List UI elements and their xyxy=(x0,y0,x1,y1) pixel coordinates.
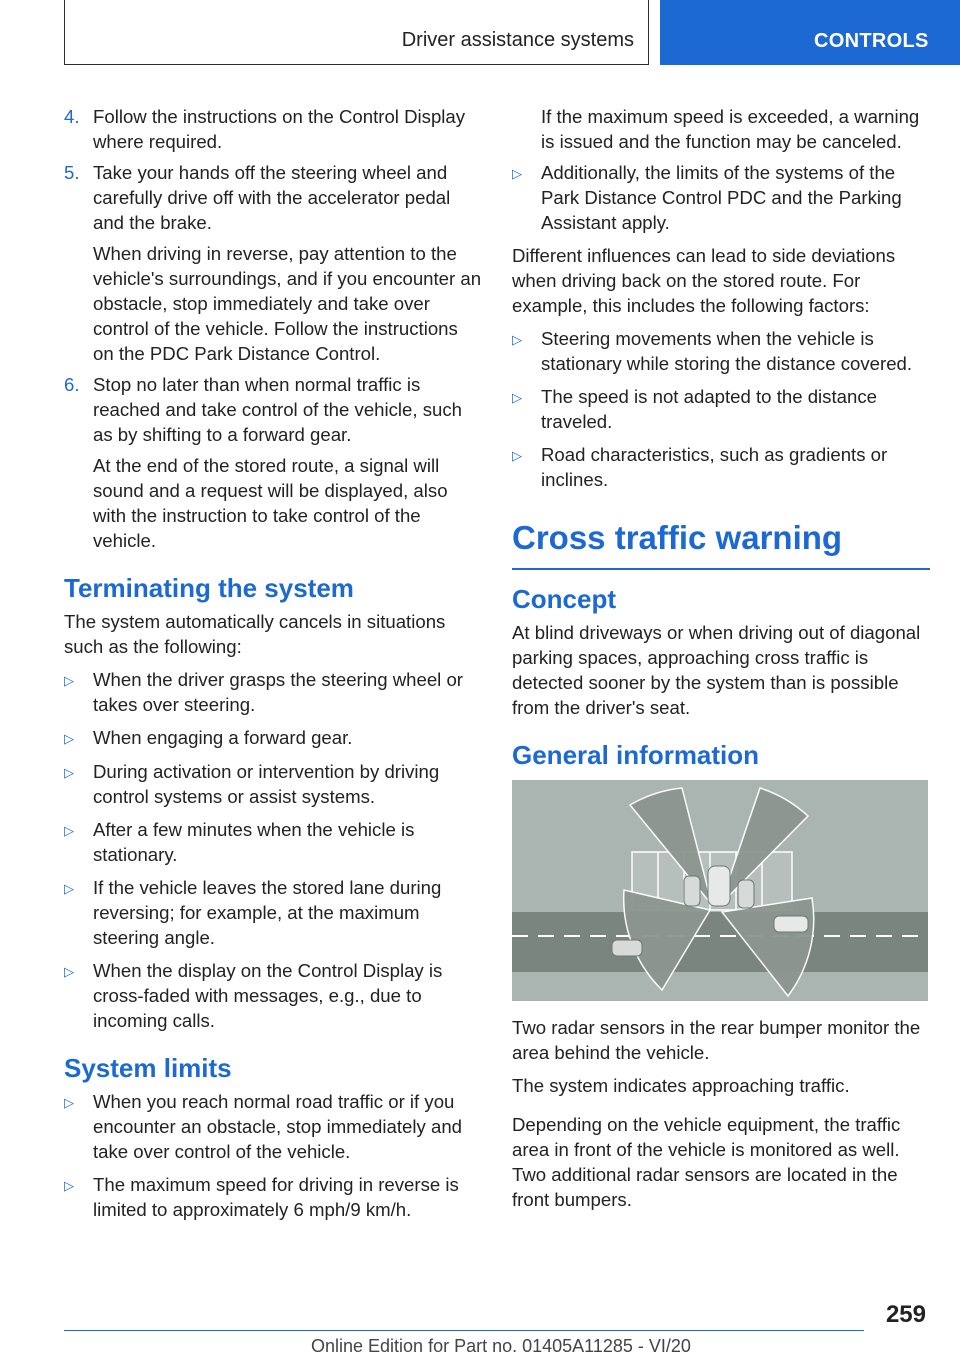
step-number: 6. xyxy=(64,374,80,395)
list-item-text: When you reach normal road traffic or if you encounter an obstacle, stop immediately and take over control of the vehicle. xyxy=(93,1091,462,1162)
header-chapter-label: CONTROLS xyxy=(814,30,929,52)
step-5-note: When driving in reverse, pay attention to the vehicle's surroundings, and if you encounter an obstacle, stop immediately and take over control of the vehicle. Follow the instructions on the PDC Park Distance Control. xyxy=(93,243,482,364)
list-item xyxy=(64,725,482,751)
bullet-marker-icon: ▷ xyxy=(64,823,74,838)
bullet-marker-icon: ▷ xyxy=(512,390,522,405)
left-column xyxy=(64,104,482,1230)
bullet-marker-icon: ▷ xyxy=(64,731,74,746)
road xyxy=(512,912,928,972)
footer-edition: Online Edition for Part no. 01405A11285 - VI/20 xyxy=(311,1336,691,1356)
general-text-2: The system indicates approaching traffic. xyxy=(512,1075,850,1096)
right-column xyxy=(512,104,930,1220)
list-item xyxy=(512,160,930,235)
header-chapter-tab[interactable] xyxy=(660,0,960,65)
footer-rule xyxy=(64,1330,864,1331)
list-item-text: Additionally, the limits of the systems of the Park Distance Control PDC and the Parking Assistant apply. xyxy=(541,162,902,233)
bullet-marker-icon: ▷ xyxy=(64,881,74,896)
bullet-marker-icon: ▷ xyxy=(512,166,522,181)
step-4 xyxy=(64,104,482,154)
step-number: 5. xyxy=(64,162,80,183)
list-item-text: After a few minutes when the vehicle is stationary. xyxy=(93,819,415,865)
list-item-text: During activation or intervention by driving control systems or assist systems. xyxy=(93,761,440,807)
heading-terminating: Terminating the system xyxy=(64,573,354,603)
step-6 xyxy=(64,372,482,447)
limits-continued: If the maximum speed is exceeded, a warning is issued and the function may be canceled. xyxy=(541,106,920,152)
approaching-car-right xyxy=(774,916,808,932)
parked-car xyxy=(738,880,754,908)
list-item xyxy=(64,1172,482,1222)
bullet-marker-icon: ▷ xyxy=(64,673,74,688)
general-text-3: Depending on the vehicle equipment, the traffic area in front of the vehicle is monitored as well. Two additional radar sensors are located in the front bumpers. xyxy=(512,1114,901,1210)
terminating-intro: The system automatically cancels in situations such as the following: xyxy=(64,611,446,657)
heading-general-information: General information xyxy=(512,740,760,770)
step-6-note: At the end of the stored route, a signal will sound and a request will be displayed, also with the instruction to take control of the vehicle. xyxy=(93,455,448,551)
heading-rule xyxy=(512,568,930,570)
bullet-marker-icon: ▷ xyxy=(512,448,522,463)
list-item xyxy=(512,326,930,376)
list-item xyxy=(64,958,482,1033)
bullet-marker-icon: ▷ xyxy=(64,1095,74,1110)
list-item-text: The maximum speed for driving in reverse is limited to approximately 6 mph/9 km/h. xyxy=(93,1174,459,1220)
header-section-box xyxy=(64,0,649,65)
step-text: Follow the instructions on the Control Display where required. xyxy=(93,106,466,152)
list-item-text: If the vehicle leaves the stored lane during reversing; for example, at the maximum steering angle. xyxy=(93,877,442,948)
step-text: Stop no later than when normal traffic is reached and take control of the vehicle, such as by shifting to a forward gear. xyxy=(93,374,463,445)
list-item xyxy=(512,384,930,434)
bullet-marker-icon: ▷ xyxy=(64,1178,74,1193)
step-text: Take your hands off the steering wheel and carefully drive off with the accelerator pedal and the brake. xyxy=(93,162,451,233)
approaching-car-left xyxy=(612,940,642,956)
list-item-text: The speed is not adapted to the distance traveled. xyxy=(541,386,877,432)
ego-vehicle xyxy=(708,866,730,906)
general-text-1: Two radar sensors in the rear bumper monitor the area behind the vehicle. xyxy=(512,1017,921,1063)
bullet-marker-icon: ▷ xyxy=(512,332,522,347)
list-item-text: When the driver grasps the steering wheel or takes over steering. xyxy=(93,669,463,715)
parked-car xyxy=(684,876,700,906)
heading-cross-traffic-warning: Cross traffic warning xyxy=(512,519,843,556)
list-item xyxy=(64,1089,482,1164)
list-item xyxy=(64,667,482,717)
list-item-text: When the display on the Control Display is cross-faded with messages, e.g., due to incoming calls. xyxy=(93,960,443,1031)
list-item-text: Road characteristics, such as gradients or inclines. xyxy=(541,444,888,490)
list-item-text: Steering movements when the vehicle is stationary while storing the distance covered. xyxy=(541,328,913,374)
list-item xyxy=(64,875,482,950)
step-5 xyxy=(64,160,482,235)
heading-concept: Concept xyxy=(512,584,616,614)
deviations-intro: Different influences can lead to side deviations when driving back on the stored route. For example, this includes the following factors: xyxy=(512,245,896,316)
list-item xyxy=(64,759,482,809)
bullet-marker-icon: ▷ xyxy=(64,765,74,780)
heading-system-limits: System limits xyxy=(64,1053,232,1083)
page-number: 259 xyxy=(885,1301,926,1328)
header-section-title: Driver assistance systems xyxy=(401,29,634,51)
list-item-text: When engaging a forward gear. xyxy=(93,727,353,748)
bullet-marker-icon: ▷ xyxy=(64,964,74,979)
list-item xyxy=(64,817,482,867)
concept-text: At blind driveways or when driving out of diagonal parking spaces, approaching cross traffic is detected sooner by the system than is possible from the driver's seat. xyxy=(512,622,921,718)
step-number: 4. xyxy=(64,106,80,127)
list-item xyxy=(512,442,930,492)
cross-traffic-illustration xyxy=(512,780,928,1001)
